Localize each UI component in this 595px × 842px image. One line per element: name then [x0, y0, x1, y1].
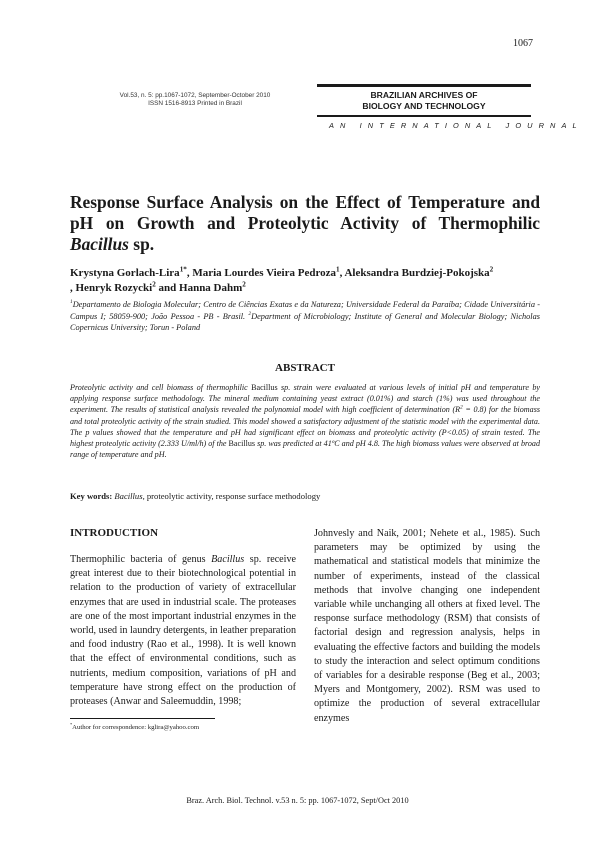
- abstract-part-4: sp. was predicted at 41ºC and pH 4.8. The high biomass values were observed at broad range of temperature and pH.: [70, 439, 540, 460]
- title-genus: Bacillus: [70, 234, 129, 254]
- author-1: Krystyna Gorlach-Lira: [70, 267, 180, 279]
- author-3: , Aleksandra Burdziej-Pokojska: [339, 267, 490, 279]
- column-left: [70, 527, 296, 709]
- author-5: and Hanna Dahm: [155, 282, 243, 294]
- journal-issn-line: ISSN 1516-8913 Printed in Brazil: [148, 100, 242, 107]
- affiliation-2-sup: 2: [248, 310, 252, 317]
- author-list: [70, 266, 540, 296]
- author-4-sup: 2: [152, 280, 156, 289]
- footnote: [70, 721, 296, 731]
- author-2-sup: 1: [336, 265, 340, 274]
- author-3-sup: 2: [489, 265, 494, 274]
- page-number: 1067: [513, 38, 533, 49]
- abstract-genus-1: Bacillus: [251, 383, 278, 392]
- journal-info: [95, 92, 295, 108]
- intro-left-part-2: sp. receive great interest due to their biotechnological potential in relation to the production of variety of extracellular enzymes that are used in industrial scale. The proteases are one of the most important industrial enzymes in the world, used in laundry detergents, in leather preparation and food industry (Rao et al., 1998). It is well known that the effect of environmental conditions, such as nutrients, medium composition, variations of pH and temperature have strong effect on the production of proteases (Anwar and Saleemuddin, 1998;: [70, 554, 297, 708]
- brand-rule-top: [317, 84, 531, 87]
- author-2: , Maria Lourdes Vieira Pedroza: [186, 267, 337, 279]
- intro-paragraph-right: Johnvesly and Naik, 2001; Nehete et al., 1985). Such parameters may be optimized by using the mathematical and statistical models that minimize the number of experiments, instead of the classical methods that involve changing one independent variable while unchanging all others at fixed level. The response surface methodology (RSM) that consists of factorial design and regression analysis, helps in evaluating the effective factors and building the models to study the interaction and select optimum conditions of variables for a desirable response (Beg et al., 2003; Myers and Montgomery, 2002). RSM was used to optimize the production of several extracellular enzymes: [314, 528, 540, 724]
- affiliation-2: Department of Microbiology; Institute of General and Molecular Biology; Nicholas Copernicus University; Torun - Poland: [70, 311, 540, 332]
- abstract-heading: ABSTRACT: [275, 362, 335, 374]
- paper-title: [70, 192, 540, 255]
- journal-brand: [317, 84, 583, 130]
- affiliations: [70, 299, 540, 334]
- intro-left-part-1: Thermophilic bacteria of genus: [70, 554, 212, 565]
- keywords-rest: , proteolytic activity, response surface methodology: [142, 491, 321, 501]
- intro-genus: Bacillus: [211, 554, 245, 565]
- abstract-part-1: Proteolytic activity and cell biomass of thermophilic: [70, 383, 252, 392]
- introduction-heading: INTRODUCTION: [70, 527, 159, 539]
- affiliation-1-sup: 1: [70, 299, 73, 306]
- column-right: [314, 527, 540, 726]
- footnote-rule: [70, 718, 215, 719]
- journal-name-line2: BIOLOGY AND TECHNOLOGY: [362, 100, 486, 111]
- journal-name: [317, 90, 531, 112]
- author-1-sup: 1*: [179, 265, 187, 274]
- author-4: , Henryk Rozycki: [70, 282, 153, 294]
- abstract-part-3: = 0.8) for the biomass and total proteolytic activity of the strain studied. This model showed a satisfactory adjustment of the statistic model with the experimental data. The p values showed that the temperature and pH had significant effect on biomass and proteolytic activity (P<0.05) of strain tested. The highest proteolytic activity (2.333 U/ml/h) of the: [70, 405, 540, 449]
- intro-paragraph-left: [70, 553, 296, 709]
- keywords: [70, 491, 540, 501]
- author-5-sup: 2: [242, 280, 246, 289]
- abstract-r2-sup: 2: [460, 404, 463, 411]
- brand-rule-bottom: [317, 115, 531, 118]
- footnote-text: Author for correspondence: kglira@yahoo.com: [72, 724, 200, 731]
- title-end: sp.: [128, 234, 155, 254]
- affiliation-1: Departamento de Biologia Molecular; Centro de Ciências Exatas e da Natureza; Universidade Federal da Paraíba; Cidade Universitária - Campus I; 58059-900; João Pessoa - PB - Brasil.: [70, 300, 540, 321]
- footnote-marker: *: [70, 721, 73, 727]
- journal-volume-line: Vol.53, n. 5: pp.1067-1072, September-October 2010: [119, 92, 271, 99]
- title-main: Response Surface Analysis on the Effect of Temperature and pH on Growth and Proteolytic Activity of Thermophilic: [70, 192, 540, 233]
- abstract-part-2: sp. strain were evaluated at various levels of initial pH and temperature by applying response surface methodology. The mineral medium containing yeast extract (0.01%) and starch (1%) was used throughout the experiment. The results of statistical analysis revealed the polynomial model with high coefficient of determination (R: [70, 383, 541, 415]
- keywords-label: Key words:: [70, 491, 113, 501]
- page-footer: Braz. Arch. Biol. Technol. v.53 n. 5: pp. 1067-1072, Sept/Oct 2010: [186, 796, 409, 805]
- journal-subtitle: AN INTERNATIONAL JOURNAL: [329, 121, 583, 130]
- journal-name-line1: BRAZILIAN ARCHIVES OF: [370, 89, 478, 100]
- abstract-text: [70, 382, 540, 460]
- abstract-genus-2: Bacillus: [228, 439, 256, 449]
- keywords-genus: Bacillus: [114, 491, 143, 501]
